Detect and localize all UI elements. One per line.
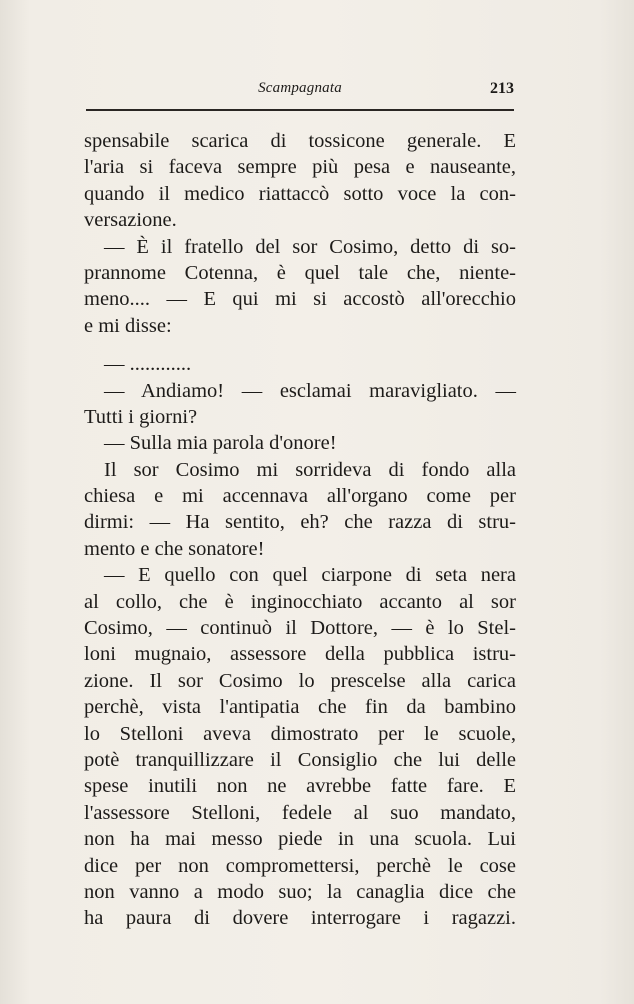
text-line: l'assessore Stelloni, fedele al suo mandato, bbox=[84, 801, 516, 824]
text-line: spese inutili non ne avrebbe fatte fare. E bbox=[84, 775, 516, 798]
text-line: — ............ bbox=[104, 353, 192, 376]
text-line: Cosimo, — continuò il Dottore, — è lo Stel- bbox=[84, 617, 516, 640]
text-line: versazione. bbox=[84, 209, 177, 232]
text-line: non ha mai messo piede in una scuola. Lui bbox=[84, 828, 516, 851]
text-line: quando il medico riattaccò sotto voce la con- bbox=[84, 182, 516, 205]
text-line: Tutti i giorni? bbox=[84, 405, 198, 428]
page-header bbox=[86, 80, 514, 104]
text-line: potè tranquillizzare il Consiglio che lui delle bbox=[84, 748, 516, 771]
text-line: dirmi: — Ha sentito, eh? che razza di stru- bbox=[84, 511, 516, 534]
text-line: ha paura di dovere interrogare i ragazzi. bbox=[84, 907, 516, 930]
text-line: prannome Cotenna, è quel tale che, niente- bbox=[84, 261, 516, 284]
text-line: perchè, vista l'antipatia che fin da bambino bbox=[84, 696, 516, 719]
header-rule bbox=[86, 109, 514, 111]
text-line: Il sor Cosimo mi sorrideva di fondo alla bbox=[104, 458, 516, 481]
text-line: al collo, che è inginocchiato accanto al sor bbox=[84, 590, 516, 613]
text-line: — Sulla mia parola d'onore! bbox=[104, 432, 337, 455]
text-line: e mi disse: bbox=[84, 314, 172, 337]
text-line: non vanno a modo suo; la canaglia dice che bbox=[84, 880, 516, 903]
text-line: spensabile scarica di tossicone generale. E bbox=[84, 130, 516, 152]
text-line: chiesa e mi accennava all'organo come per bbox=[84, 485, 516, 508]
running-title: Scampagnata bbox=[258, 80, 342, 96]
text-line: — Andiamo! — esclamai maravigliato. — bbox=[104, 379, 516, 402]
page-number: 213 bbox=[490, 80, 514, 97]
text-line: l'aria si faceva sempre più pesa e nauseante, bbox=[84, 156, 516, 179]
text-line: — È il fratello del sor Cosimo, detto di so- bbox=[104, 235, 516, 258]
text-line: dice per non compromettersi, perchè le cose bbox=[84, 854, 516, 877]
text-line: lo Stelloni aveva dimostrato per le scuole, bbox=[84, 722, 516, 745]
text-line: mento e che sonatore! bbox=[84, 537, 265, 560]
text-line: loni mugnaio, assessore della pubblica istru- bbox=[84, 643, 516, 666]
text-line: — E quello con quel ciarpone di seta nera bbox=[104, 564, 516, 587]
body-text bbox=[84, 128, 516, 932]
text-line: meno.... — E qui mi si accostò all'orecchio bbox=[84, 288, 516, 311]
text-line: zione. Il sor Cosimo lo prescelse alla carica bbox=[84, 669, 516, 692]
